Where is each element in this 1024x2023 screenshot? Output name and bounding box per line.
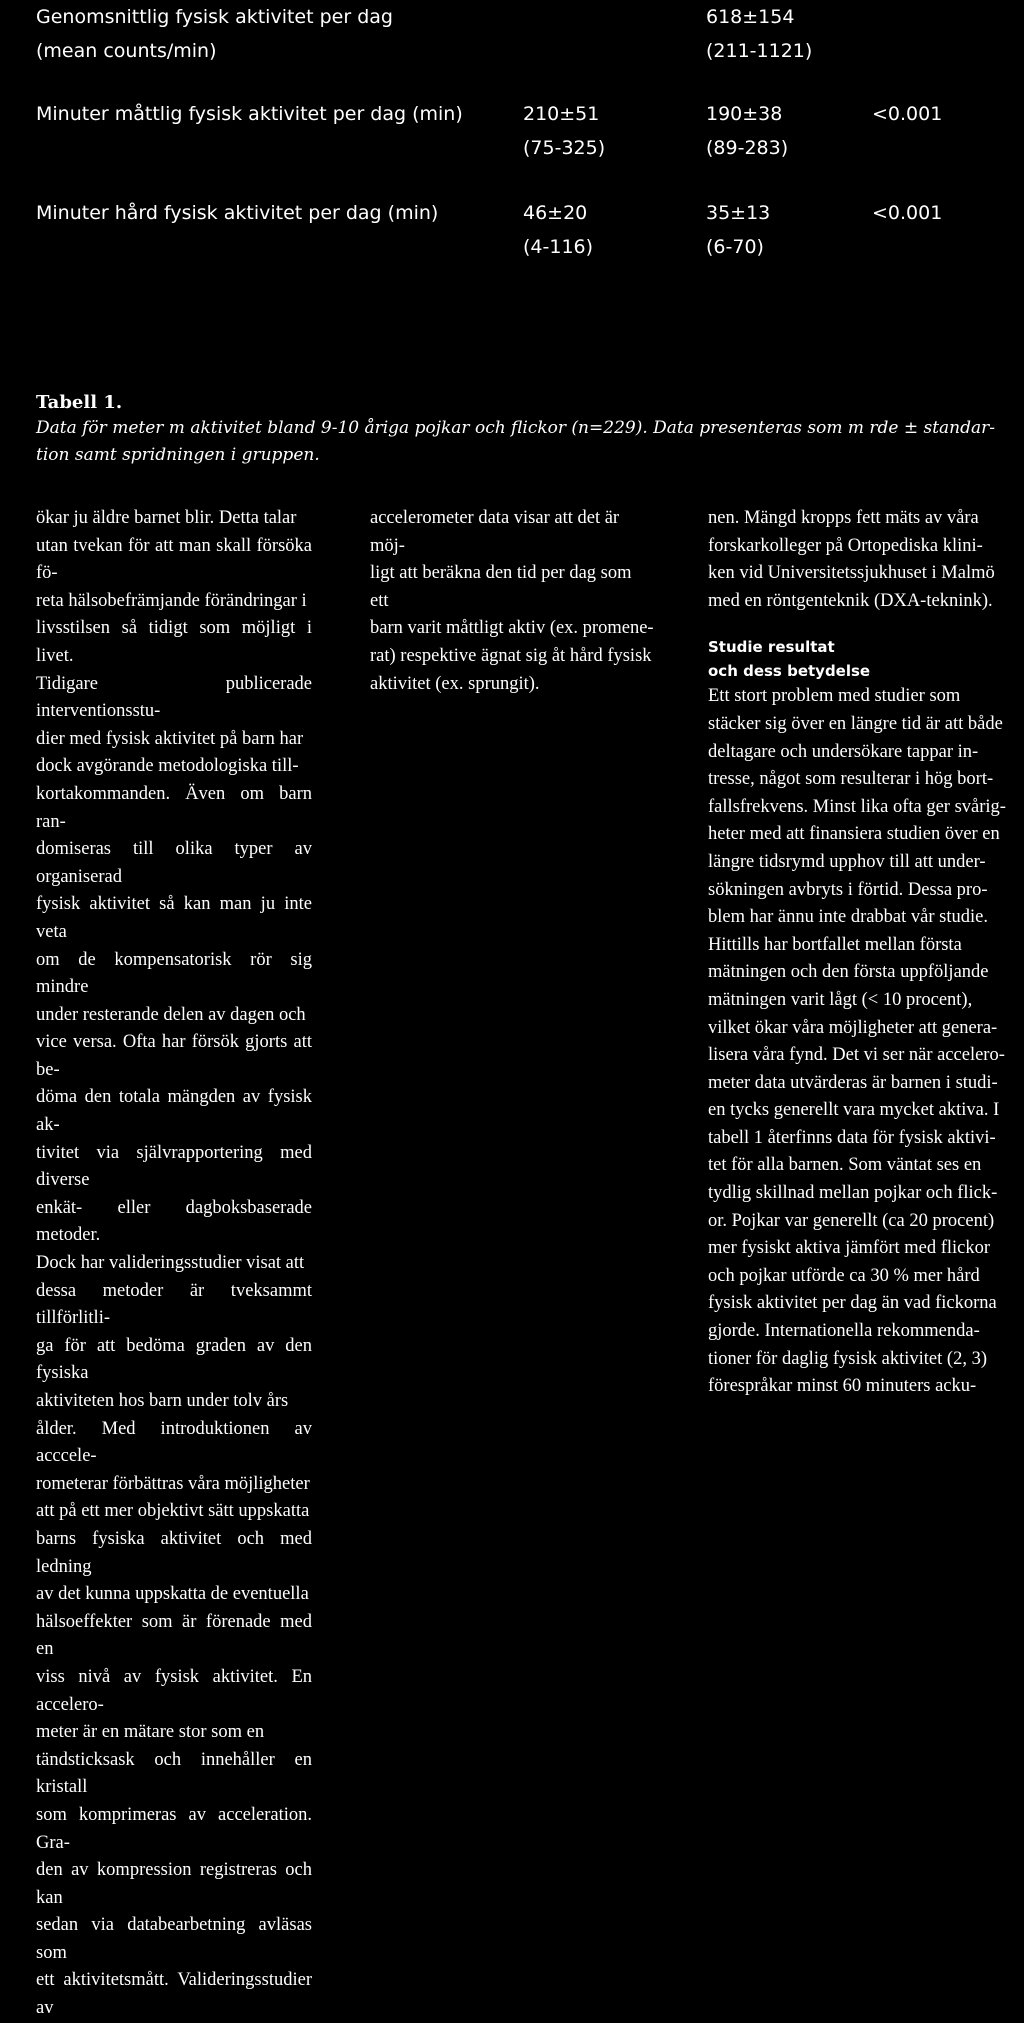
section-heading: Studie resultat och dess betydelse <box>708 638 871 681</box>
boys-value: 46±20 <box>523 202 588 224</box>
text-column-3 <box>708 505 1020 1401</box>
p-value: <0.001 <box>872 202 943 224</box>
girls-value: 35±13 <box>706 202 771 224</box>
girls-value: 618±154 <box>706 6 795 28</box>
caption-title: Tabell 1. <box>36 392 123 413</box>
table-row <box>36 0 996 60</box>
row-sublabel: (mean counts/min) <box>36 40 217 62</box>
body-paragraph: Ett stort problem med studier som stäcker sig över en längre tid är att både deltagare och undersökare tappar in- tresse, något som resulterar i hög bort- fallsfrekvens. Minst lika ofta ger svårig- heter med att finansiera studien över en längre tidsrymd upphov till att under- sökningen avbryts i förtid. Dessa pro- blem har ännu inte drabbat vår studie. Hittills har bortfallet mellan första mätningen och den första uppföljande mätningen varit lågt (< 10 procent), vilket ökar våra möjligheter att genera- lisera våra fynd. Det vi ser när accelero- meter data utvärderas är barnen i studi- en tycks generellt vara mycket aktiva. I tabell 1 återfinns data för fysisk aktivi- tet för alla barnen. Som väntat ses en tydlig skillnad mellan pojkar och flick- or. Pojkar var generellt (ca 20 procent) mer fysiskt aktiva jämfört med flickor och pojkar utförde ca 30 % mer hård fysisk aktivitet per dag än vad fickorna gjorde. Internationella rekommenda- tioner för daglig fysisk aktivitet (2, 3) förespråkar minst 60 minuters acku- <box>708 686 1006 1397</box>
girls-range: (6-70) <box>706 236 764 258</box>
p-value: <0.001 <box>872 103 943 125</box>
boys-value: 210±51 <box>523 103 600 125</box>
row-label: Minuter hård fysisk aktivitet per dag (min) <box>36 202 439 224</box>
girls-range: (89-283) <box>706 137 789 159</box>
body-paragraph: accelerometer data visar att det är möj- ligt att beräkna den tid per dag som ett barn varit måttligt aktiv (ex. promene- rat) respektive ägnat sig åt hård fysisk aktivitet (ex. sprungit). <box>370 508 654 694</box>
girls-value: 190±38 <box>706 103 783 125</box>
body-paragraph: ökar ju äldre barnet blir. Detta talar utan tvekan för att man skall försöka fö- reta hälsobefrämjande förändringar i livsstilsen så tidigt som möjligt i livet. Tidigare publicerade interventionsstu- dier med fysisk aktivitet på barn har dock avgörande metodologiska till- kortakommanden. Även om barn ran- domiseras till olika typer av organiserad fysisk aktivitet så kan man ju inte veta om de kompensatorisk rör sig mindre under resterande delen av dagen och vice versa. Ofta har försök gjorts att be- döma den totala mängden av fysisk ak- tivitet via självrapportering med diverse enkät- eller dagboksbaserade metoder. Dock har valideringsstudier visat att dessa metoder är tveksammt tillförlitli- ga för att bedöma graden av den fysiska aktiviteten hos barn under tolv års ålder. Med introduktionen av acccele- rometerar förbättras våra möjligheter att på ett mer objektivt sätt uppskatta barns fysiska aktivitet och med ledning av det kunna uppskatta de eventuella hälsoeffekter som är förenade med en viss nivå av fysisk aktivitet. En accelero- meter är en mätare stor som en tändsticksask och innehåller en kristall som komprimeras av acceleration. Gra- den av kompression registreras och kan sedan via databearbetning avläsas som ett aktivitetsmått. Valideringsstudier av <box>36 508 312 2019</box>
text-column-2 <box>370 505 654 698</box>
caption-text: Data för meter m aktivitet bland 9-10 åriga pojkar och flickor (n=229). Data presenteras som m rde ± standar- tion samt spridningen i gruppen. <box>36 418 996 465</box>
girls-range: (211-1121) <box>706 40 813 62</box>
boys-range: (4-116) <box>523 236 594 258</box>
row-label: Minuter måttlig fysisk aktivitet per dag (min) <box>36 103 463 125</box>
boys-range: (75-325) <box>523 137 606 159</box>
table-row <box>36 97 996 157</box>
text-column-1 <box>36 505 312 2023</box>
table-caption <box>36 392 1006 469</box>
row-label: Genomsnittlig fysisk aktivitet per dag <box>36 6 393 28</box>
table-row <box>36 196 996 256</box>
body-paragraph: nen. Mängd kropps fett mäts av våra forskarkolleger på Ortopediska klini- ken vid Universitetssjukhuset i Malmö med en röntgenteknik (DXA-teknink). <box>708 508 995 611</box>
